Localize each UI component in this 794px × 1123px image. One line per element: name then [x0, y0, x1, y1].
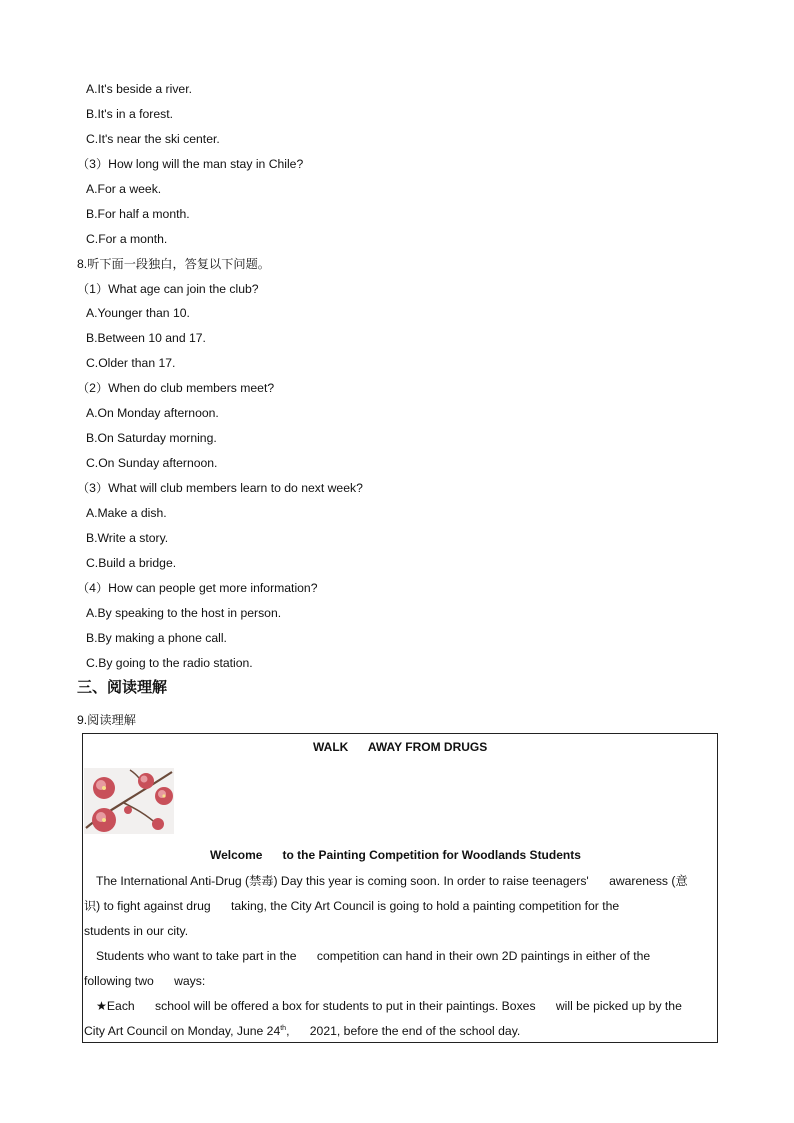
q8-q4-option-a: A.By speaking to the host in person. — [86, 606, 282, 620]
q8-q2-option-c: C.On Sunday afternoon. — [86, 456, 218, 470]
passage-line-2: 识) to fight against drug taking, the City Art Council is going to hold a painting competition for the — [84, 899, 620, 913]
q7-q3-prompt: （3）How long will the man stay in Chile? — [77, 157, 304, 171]
passage-line-6: ★Each school will be offered a box for students to put in their paintings. Boxes will be picked up by the — [96, 999, 682, 1013]
q8-q3-option-a: A.Make a dish. — [86, 506, 167, 520]
q7-q3-option-b: B.For half a month. — [86, 207, 190, 221]
passage-line-7-text: City Art Council on Monday, June 24 — [84, 1024, 281, 1038]
q7-q3-option-c: C.For a month. — [86, 232, 168, 246]
passage-line-4: Students who want to take part in the competition can hand in their own 2D paintings in either of the — [96, 949, 651, 963]
q8-q3-prompt: （3）What will club members learn to do next week? — [77, 481, 363, 495]
q7-q2-option-a: A.It's beside a river. — [86, 82, 192, 96]
passage-line-3: students in our city. — [84, 924, 189, 938]
q8-q1-option-c: C.Older than 17. — [86, 356, 176, 370]
q8-q1-option-a: A.Younger than 10. — [86, 306, 190, 320]
q7-q3-option-a: A.For a week. — [86, 182, 162, 196]
q8-q4-option-c: C.By going to the radio station. — [86, 656, 253, 670]
plum-blossom-image — [84, 768, 174, 834]
passage-line-7-end: , 2021, before the end of the school day. — [286, 1024, 521, 1038]
ordinal-suffix: th — [280, 1024, 287, 1032]
q8-q4-option-b: B.By making a phone call. — [86, 631, 227, 645]
q8-q3-option-c: C.Build a bridge. — [86, 556, 177, 570]
q8-q2-option-b: B.On Saturday morning. — [86, 431, 217, 445]
q8-q1-prompt: （1）What age can join the club? — [77, 282, 259, 296]
section-heading: 三、阅读理解 — [77, 679, 168, 696]
q9-title: 9.阅读理解 — [77, 713, 136, 727]
q7-q2-option-c: C.It's near the ski center. — [86, 132, 220, 146]
passage-title: WALK AWAY FROM DRUGS — [313, 740, 488, 754]
q8-title: 8.听下面一段独白，答复以下问题。 — [77, 257, 270, 271]
q8-q4-prompt: （4）How can people get more information? — [77, 581, 318, 595]
passage-line-5: following two ways: — [84, 974, 206, 988]
q8-q2-option-a: A.On Monday afternoon. — [86, 406, 219, 420]
passage-line-7 — [84, 1023, 520, 1039]
q8-q2-prompt: （2）When do club members meet? — [77, 381, 275, 395]
q8-q1-option-b: B.Between 10 and 17. — [86, 331, 206, 345]
q8-q3-option-b: B.Write a story. — [86, 531, 169, 545]
passage-line-1: The International Anti-Drug (禁毒) Day this year is coming soon. In order to raise teenagers' awareness (意 — [96, 874, 688, 888]
passage-subtitle: Welcome to the Painting Competition for Woodlands Students — [210, 848, 581, 862]
q7-q2-option-b: B.It's in a forest. — [86, 107, 173, 121]
